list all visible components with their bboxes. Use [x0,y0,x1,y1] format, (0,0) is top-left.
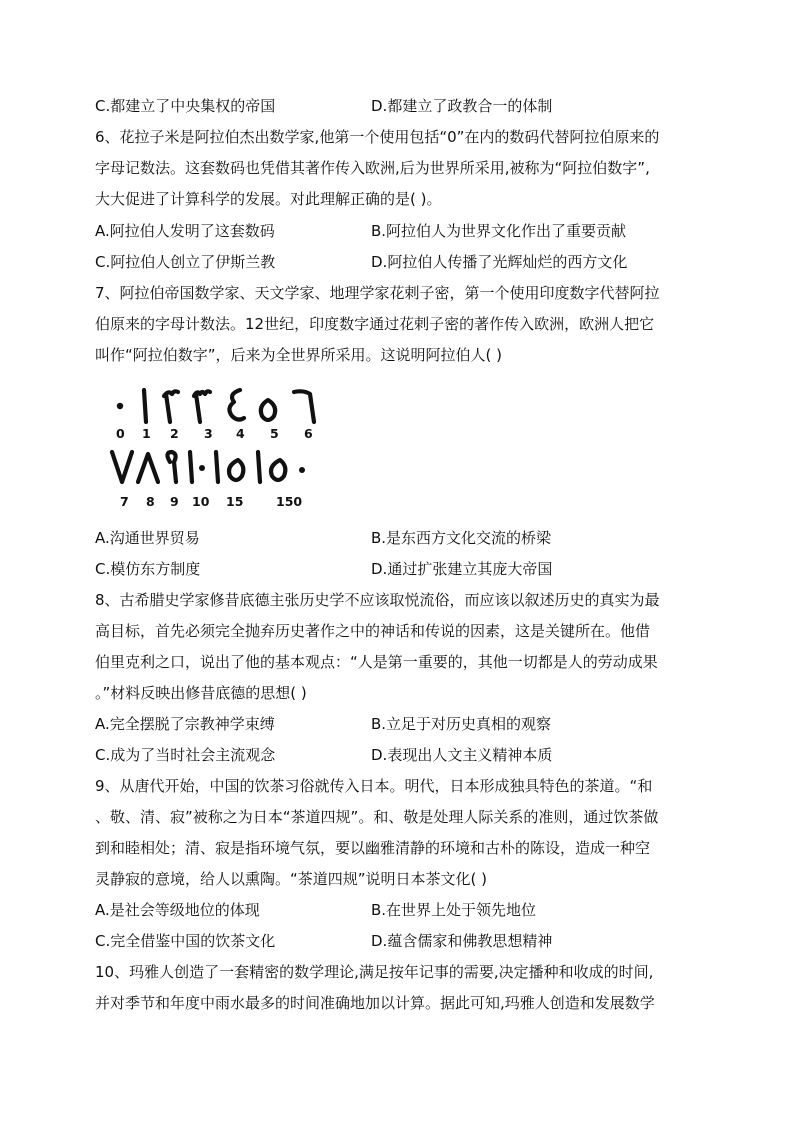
arabic-glyph-10b [199,465,205,471]
arabic-glyph-3 [194,391,210,422]
q9-stem-line-4: 灵静寂的意境，给人以熏陶。“茶道四规”说明日本茶文化( ) [95,870,488,888]
q6-stem-line-3: 大大促进了计算科学的发展。对此理解正确的是( )。 [95,190,442,208]
arabic-glyph-5 [261,400,275,420]
option-a: A.完全摆脱了宗教神学束缚 [95,715,275,733]
label-4: 4 [236,426,245,441]
row-2-labels [120,494,302,509]
label-10: 10 [192,494,210,509]
label-5: 5 [270,426,279,441]
arabic-glyph-4 [229,390,244,420]
arabic-glyph-1 [144,390,146,422]
option-a: A.阿拉伯人发明了这套数码 [95,222,275,240]
q6-options-cd [95,252,705,272]
option-d: D.表现出人文主义精神本质 [371,746,553,764]
label-150: 150 [276,494,303,509]
option-b: B.阿拉伯人为世界文化作出了重要贡献 [371,222,627,240]
arabic-glyph-2 [164,391,178,422]
q6-stem-line-2: 字母记数法。这套数码也凭借其著作传入欧洲,后为世界所采用,被称为“阿拉伯数字”, [95,159,650,177]
label-7: 7 [120,494,129,509]
label-2: 2 [170,426,179,441]
q8-stem-line-2: 高目标，首先必须完全抛弃历史著作之中的神话和传说的因素，这是关键所在。他借 [95,622,651,640]
arabic-numerals-figure [108,382,330,514]
q9-stem-line-2: 、敬、清、寂”被称之为日本“茶道四规”。和、敬是处理人际关系的准则，通过饮茶做 [95,808,659,826]
q6-options-ab [95,221,705,241]
option-a: A.沟通世界贸易 [95,529,200,547]
q9-stem-line-1: 9、从唐代开始，中国的饮茶习俗就传入日本。明代，日本形成独具特色的茶道。“和 [95,777,653,795]
option-b: B.在世界上处于领先地位 [371,901,537,919]
option-b: B.立足于对历史真相的观察 [371,715,552,733]
q7-stem-line-2: 伯原来的字母计数法。12世纪，印度数字通过花剌子密的著作传入欧洲，欧洲人把它 [95,315,655,333]
q8-stem-line-3: 伯里克利之口，说出了他的基本观点：“人是第一重要的，其他一切都是人的劳动成果 [95,653,658,671]
q7-options-cd [95,559,705,579]
option-c: C.完全借鉴中国的饮茶文化 [95,932,276,950]
arabic-glyph-6 [294,391,314,422]
q9-options-ab [95,900,705,920]
option-c: C.阿拉伯人创立了伊斯兰教 [95,253,276,271]
arabic-glyph-10a [190,452,192,482]
arabic-glyph-15a [216,452,218,482]
option-d: D.阿拉伯人传播了光辉灿烂的西方文化 [371,253,628,271]
q8-stem-line-1: 8、古希腊史学家修昔底德主张历史学不应该取悦流俗，而应该以叙述历史的真实为最 [95,591,660,609]
q8-stem-line-4: 。”材料反映出修昔底德的思想( ) [95,684,307,702]
label-1: 1 [142,426,151,441]
arabic-glyph-150c [299,467,305,473]
q6-stem-line-1: 6、花拉子米是阿拉伯杰出数学家,他第一个使用包括“0”在内的数码代替阿拉伯原来的 [95,128,660,146]
q9-stem-line-3: 到和睦相处；清、寂是指环境气氛，要以幽雅清静的环境和古朴的陈设，造成一种空 [95,839,651,857]
option-d: D.通过扩张建立其庞大帝国 [371,560,553,578]
option-d: D.都建立了政教合一的体制 [371,97,553,115]
option-a: A.是社会等级地位的体现 [95,901,260,919]
arabic-glyph-0 [117,403,123,409]
q10-stem-line-1: 10、玛雅人创造了一套精密的数学理论,满足按年记事的需要,决定播种和收成的时间, [95,963,654,981]
q7-stem-line-3: 叫作“阿拉伯数字”，后来为全世界所采用。这说明阿拉伯人( ) [95,346,503,364]
q9-options-cd [95,931,705,951]
arabic-glyph-8 [138,454,158,482]
option-c: C.成为了当时社会主流观念 [95,746,276,764]
option-c: C.都建立了中央集权的帝国 [95,97,276,115]
q8-options-ab [95,714,705,734]
label-15: 15 [226,494,244,509]
arabic-glyph-15b [229,460,243,480]
row-1-labels [116,426,313,441]
arabic-glyph-9 [167,452,176,482]
option-d: D.蕴含儒家和佛教思想精神 [371,932,553,950]
label-6: 6 [304,426,313,441]
q5-options-cd [95,96,705,116]
q10-stem-line-2: 并对季节和年度中雨水最多的时间准确地加以计算。据此可知,玛雅人创造和发展数学 [95,994,655,1012]
option-b: B.是东西方文化交流的桥梁 [371,529,552,547]
arabic-numerals-image [108,382,330,514]
label-3: 3 [204,426,213,441]
label-8: 8 [146,494,155,509]
arabic-glyph-7 [112,452,132,482]
option-c: C.模仿东方制度 [95,560,201,578]
arabic-numeral-row-2 [112,452,305,482]
arabic-numeral-row-1 [117,390,314,422]
arabic-glyph-150a [258,452,260,482]
q7-options-ab [95,528,705,548]
q8-options-cd [95,745,705,765]
arabic-glyph-150b [271,460,285,480]
label-9: 9 [170,494,179,509]
label-0: 0 [116,426,125,441]
q7-stem-line-1: 7、阿拉伯帝国数学家、天文学家、地理学家花剌子密，第一个使用印度数字代替阿拉 [95,284,660,302]
